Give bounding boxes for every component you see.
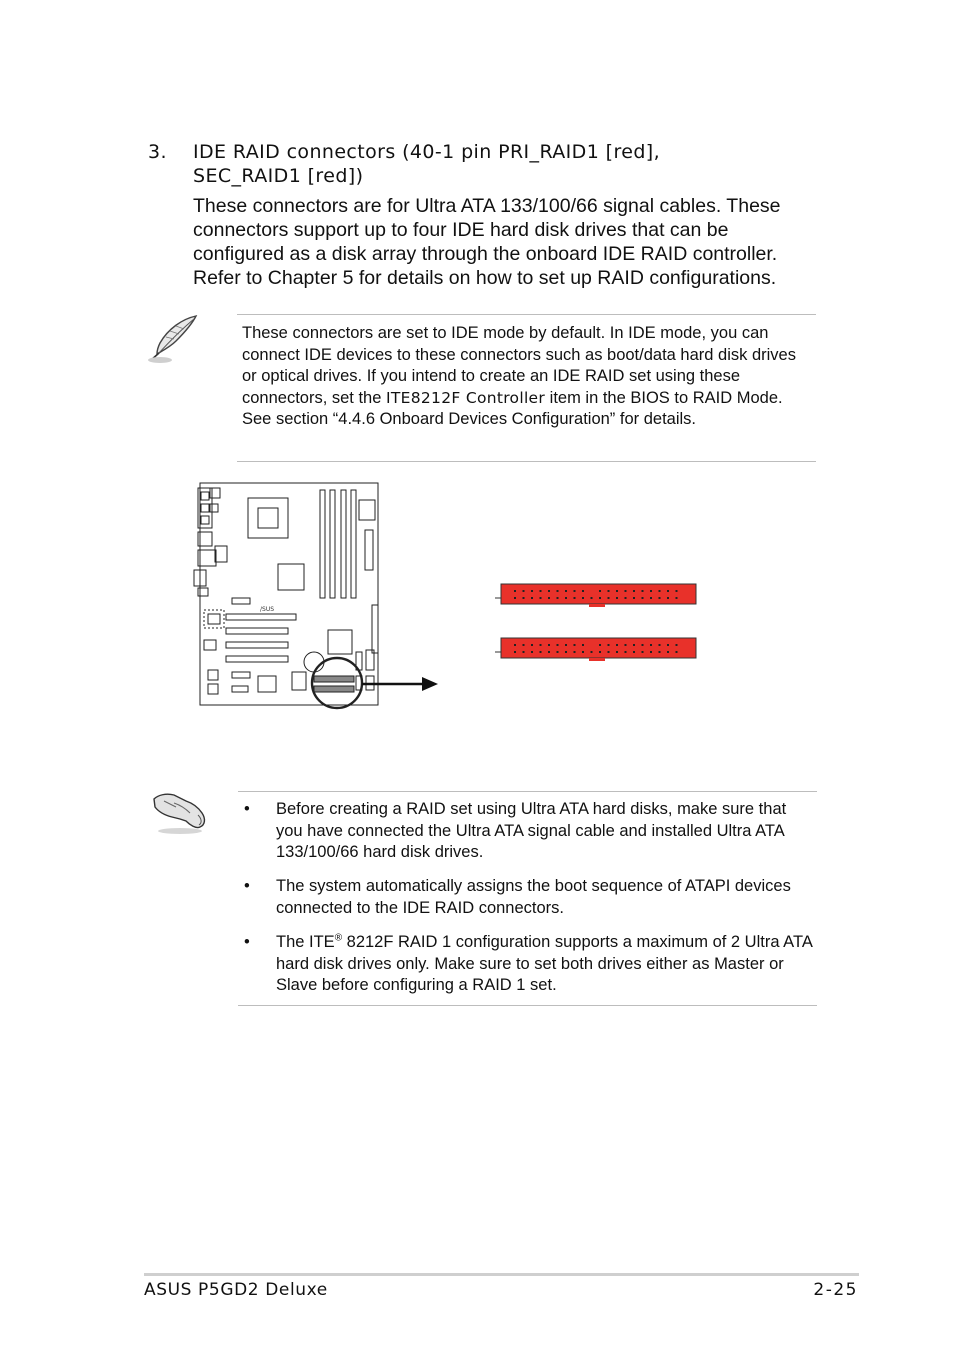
ide-connector-secondary — [495, 638, 696, 661]
section-number: 3. — [148, 141, 167, 163]
tip-text-3 — [276, 933, 812, 994]
tip-text-1: Before creating a RAID set using Ultra ATA hard disks, make sure that you have connected the Ultra ATA signal cable and installed Ultra ATA 133/100/66 hard disk drives. — [276, 800, 787, 862]
ide-connector-group — [495, 584, 696, 661]
section-title-line2: SEC_RAID1 [red]) — [193, 165, 364, 187]
note-text — [242, 323, 812, 431]
bullet-icon: • — [244, 877, 250, 896]
tip-list — [238, 799, 817, 1009]
footer-product-name: ASUS P5GD2 Deluxe — [144, 1280, 328, 1300]
footer-rule — [144, 1273, 859, 1276]
list-item — [238, 799, 817, 864]
ide-connector-primary — [495, 584, 696, 607]
section-title — [193, 140, 813, 188]
section-paragraph: These connectors are for Ultra ATA 133/100/66 signal cables. These connectors support up to four IDE hard disk drives that can be configured as a disk array through the onboard IDE RAID controller. Refer to Chapter 5 for details on how to set up RAID configurations. — [193, 195, 781, 289]
tip-text-3-after: 8212F RAID 1 configuration supports a maximum of 2 Ultra ATA hard disk drives only. Make sure to set both drives either as Master or Slave before configuring a RAID 1 set. — [276, 932, 812, 995]
bullet-icon: • — [244, 800, 250, 818]
footer-page-number: 2-25 — [813, 1280, 858, 1300]
tip-text-3-before: The ITE — [276, 932, 335, 951]
note-text-before: These connectors are set to IDE mode by default. In IDE mode, you can connect IDE devices to these connectors such as boot/data hard disk drives or optical drives. If you intend to create an IDE RAID set using these connectors, set the — [242, 324, 796, 407]
ide-connector-icon — [495, 580, 705, 665]
note-box — [237, 314, 816, 462]
tip-box — [238, 791, 817, 1006]
svg-text:/SUS: /SUS — [260, 606, 275, 613]
feather-pen-icon — [146, 313, 202, 365]
motherboard-layout-icon — [190, 480, 440, 712]
registered-mark: ® — [334, 932, 343, 944]
list-item — [238, 932, 817, 997]
tip-text-2: The system automatically assigns the boot sequence of ATAPI devices connected to the IDE RAID connectors. — [276, 877, 791, 917]
list-item — [238, 876, 817, 919]
pointing-hand-icon — [150, 789, 210, 835]
note-text-after: item in the BIOS to RAID Mode. See section “4.4.6 Onboard Devices Configuration” for details. — [242, 388, 783, 429]
section-title-line1: IDE RAID connectors (40-1 pin PRI_RAID1 [red], — [193, 141, 661, 163]
bullet-icon: • — [244, 932, 250, 951]
bios-item-name: ITE8212F Controller — [386, 388, 546, 407]
